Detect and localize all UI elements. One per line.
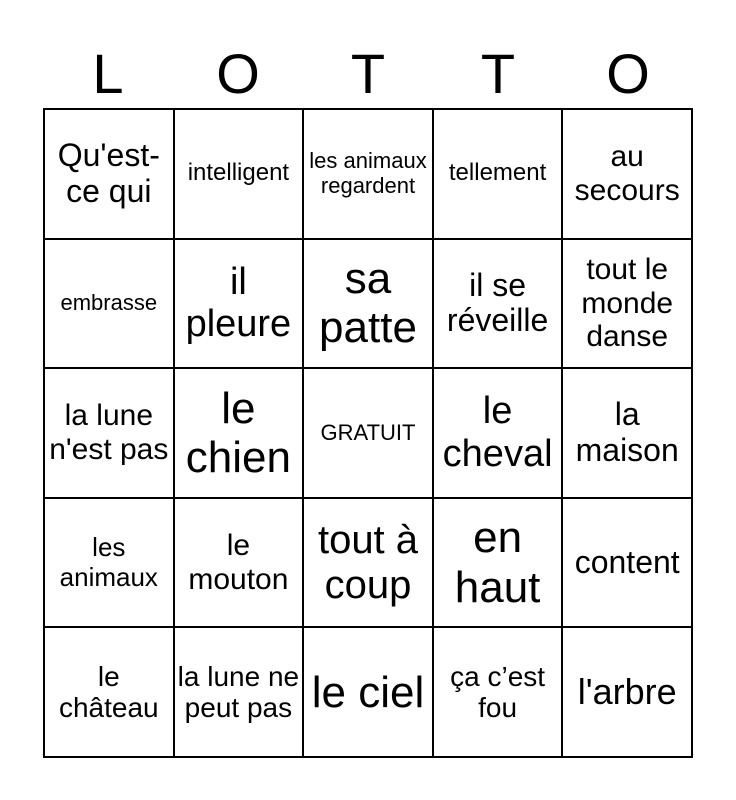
card-title	[43, 42, 693, 106]
grid-cell[interactable]: au secours	[562, 109, 692, 239]
grid-cell[interactable]: la lune ne peut pas	[174, 627, 304, 757]
grid-cell[interactable]: tellement	[433, 109, 563, 239]
grid-cell[interactable]: Qu'est-ce qui	[44, 109, 174, 239]
grid-cell[interactable]: il pleure	[174, 239, 304, 369]
grid-cell[interactable]: le mouton	[174, 498, 304, 628]
grid-cell[interactable]: embrasse	[44, 239, 174, 369]
grid-cell[interactable]: l'arbre	[562, 627, 692, 757]
title-letter: O	[606, 42, 650, 105]
title-letter: L	[92, 42, 124, 105]
grid-cell[interactable]: le chien	[174, 368, 304, 498]
grid-cell[interactable]: en haut	[433, 498, 563, 628]
grid-cell[interactable]: le ciel	[303, 627, 433, 757]
title-letter: T	[480, 42, 516, 105]
grid-cell[interactable]: le château	[44, 627, 174, 757]
grid-cell[interactable]: content	[562, 498, 692, 628]
grid-cell[interactable]: les animaux regardent	[303, 109, 433, 239]
grid-cell[interactable]: ça c’est fou	[433, 627, 563, 757]
lotto-grid	[43, 108, 693, 758]
title-letter: O	[216, 42, 260, 105]
grid-cell[interactable]: la maison	[562, 368, 692, 498]
grid-cell[interactable]: la lune n'est pas	[44, 368, 174, 498]
grid-cell[interactable]: sa patte	[303, 239, 433, 369]
free-cell[interactable]: GRATUIT	[303, 368, 433, 498]
grid-cell[interactable]: tout à coup	[303, 498, 433, 628]
grid-cell[interactable]: il se réveille	[433, 239, 563, 369]
title-letter: T	[350, 42, 386, 105]
grid-cell[interactable]: tout le monde danse	[562, 239, 692, 369]
grid-cell[interactable]: les animaux	[44, 498, 174, 628]
grid-cell[interactable]: le cheval	[433, 368, 563, 498]
grid-cell[interactable]: intelligent	[174, 109, 304, 239]
